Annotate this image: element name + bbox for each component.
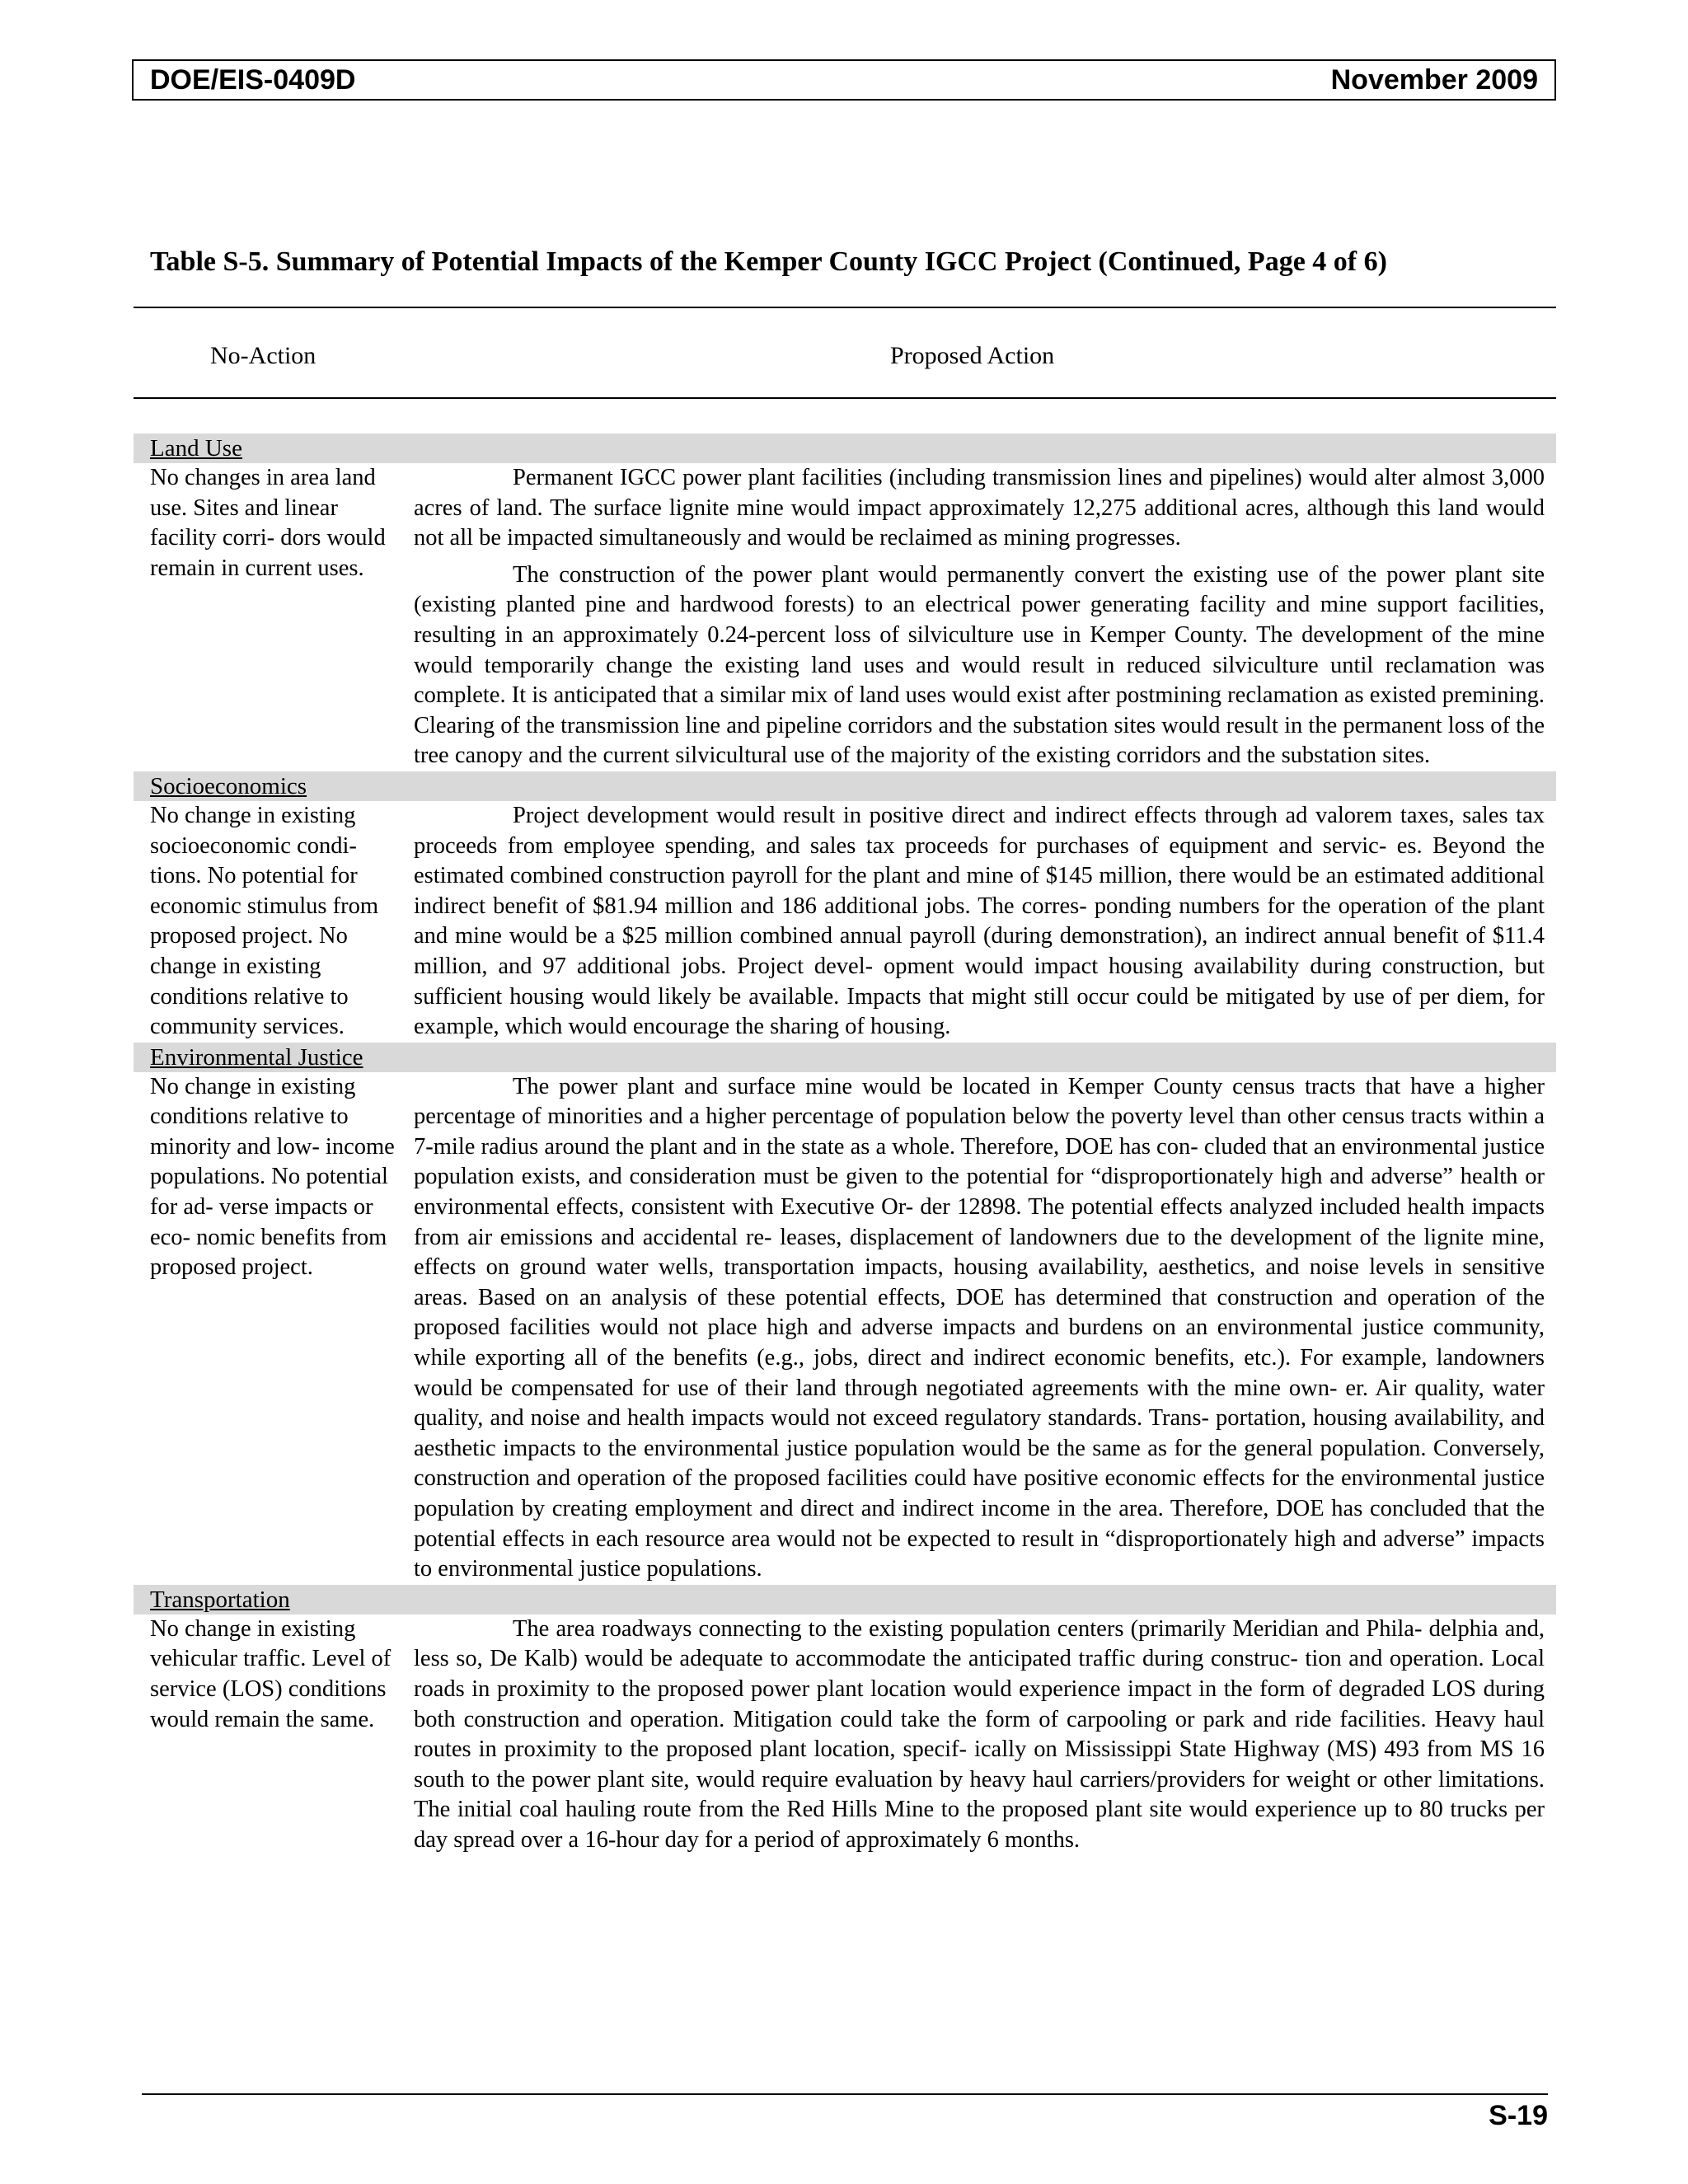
proposed-action-text <box>414 1615 1545 1856</box>
section-title: Transportation <box>150 1586 290 1613</box>
proposed-action-text <box>414 463 1545 771</box>
section-body <box>134 1072 1556 1585</box>
table-title: Table S-5. Summary of Potential Impacts of the Kemper County IGCC Project (Continued, Page 4 of 6) <box>150 246 1387 277</box>
section-body <box>134 463 1556 771</box>
section-title: Land Use <box>150 435 242 462</box>
section-heading <box>134 771 1556 801</box>
footer-rule <box>142 2093 1548 2095</box>
paragraph: The power plant and surface mine would be located in Kemper County census tracts that have a higher percentage of minorities and a higher percentage of population below the poverty level than other census tracts within a 7-mile radius around the plant and in the state as a whole. Therefore, DOE has con- cluded that an environmental justice population exists, and consideration must be given to the potential for “disproportionately high and adverse” health or environmental effects, consistent with Executive Or- der 12898. The potential effects analyzed included health impacts from air emissions and accidental re- leases, displacement of landowners due to the development of the lignite mine, effects on ground water wells, transportation impacts, housing availability, aesthetics, and noise levels in sensitive areas. Based on an analysis of these potential effects, DOE has determined that construction and operation of the proposed facilities would not place high and adverse impacts and burdens on an environmental justice community, while exporting all of the benefits (e.g., jobs, direct and indirect economic benefits, etc.). For example, landowners would be compensated for use of their land through negotiated agreements with the mine own- er. Air quality, water quality, and noise and health impacts would not exceed regulatory standards. Trans- portation, housing availability, and aesthetic impacts to the environmental justice population would be the same as for the general population. Conversely, construction and operation of the proposed facilities could have positive economic effects for the environmental justice population by creating employment and direct and indirect income in the area. Therefore, DOE has concluded that the potential effects in each resource area would not be expected to result in “disproportionately high and adverse” impacts to environmental justice populations. <box>414 1073 1545 1582</box>
impact-table-body <box>134 434 1556 1856</box>
section-land-use <box>134 434 1556 771</box>
paragraph: Permanent IGCC power plant facilities (including transmission lines and pipelines) would alter almost 3,000 acres of land. The surface lignite mine would impact approximately 12,275 additional acres, although this land would not all be impacted simultaneously and would be reclaimed as mining progresses. <box>414 465 1545 551</box>
section-body <box>134 1615 1556 1856</box>
section-socioeconomics <box>134 771 1556 1043</box>
no-action-text: No change in existing conditions relative to minority and low- income populations. No potential for ad- verse impacts or eco- nomic benefits from proposed project. <box>150 1073 395 1281</box>
paragraph: Project development would result in positive direct and indirect effects through ad valorem taxes, sales tax proceeds from employee spending, and sales tax proceeds for purchases of equipment and servic- es. Beyond the estimated combined construction payroll for the plant and mine of $145 million, there would be an estimated additional indirect benefit of $81.94 million and 186 additional jobs. The corres- ponding numbers for the operation of the plant and mine would be a $25 million combined annual payroll (during demonstration), an indirect annual benefit of $11.4 million, and 97 additional jobs. Project devel- opment would impact housing availability during construction, but sufficient housing would likely be available. Impacts that might still occur could be mitigated by use of per diem, for example, which would encourage the sharing of housing. <box>414 802 1545 1040</box>
section-heading <box>134 1585 1556 1615</box>
proposed-action-text <box>414 801 1545 1043</box>
proposed-action-text <box>414 1072 1545 1585</box>
section-heading <box>134 1043 1556 1072</box>
table-header-rule <box>134 397 1556 399</box>
no-action-text: No changes in area land use. Sites and linear facility corri- dors would remain in current uses. <box>150 465 386 581</box>
section-heading <box>134 434 1556 463</box>
section-environmental-justice <box>134 1043 1556 1585</box>
paragraph: The area roadways connecting to the existing population centers (primarily Meridian and Phila- delphia and, less so, De Kalb) would be adequate to accommodate the anticipated traffic during construc- tion and operation. Local roads in proximity to the proposed power plant location would experience impact in the form of degraded LOS during both construction and operation. Mitigation could take the form of carpooling or park and ride facilities. Heavy haul routes in proximity to the proposed plant location, specif- ically on Mississippi State Highway (MS) 493 from MS 16 south to the power plant site, would require evaluation by heavy haul carriers/providers for weight or other limitations. The initial coal hauling route from the Red Hills Mine to the proposed plant site would experience up to 80 trucks per day spread over a 16-hour day for a period of approximately 6 months. <box>414 1615 1545 1853</box>
paragraph: The construction of the power plant would permanently convert the existing use of the power plant site (existing planted pine and hardwood forests) to an electrical power generating facility and mine support facilities, resulting in an approximately 0.24-percent loss of silviculture use in Kemper County. The development of the mine would temporarily change the existing land uses and would result in reduced silviculture until reclamation was complete. It is anticipated that a similar mix of land uses would exist after postmining reclamation as existed premining. Clearing of the transmission line and pipeline corridors and the substation sites would result in the permanent loss of the tree canopy and the current silvicultural use of the majority of the existing corridors and the substation sites. <box>414 561 1545 769</box>
column-header-proposed-action: Proposed Action <box>890 342 1055 369</box>
section-title: Environmental Justice <box>150 1043 363 1071</box>
document-id: DOE/EIS-0409D <box>150 63 356 96</box>
no-action-text: No change in existing vehicular traffic. Level of service (LOS) conditions would remain the same. <box>150 1615 392 1732</box>
section-body <box>134 801 1556 1043</box>
page-number: S-19 <box>1489 2100 1548 2131</box>
no-action-text: No change in existing socioeconomic condi- tions. No potential for economic stimulus from proposed project. No change in existing conditions relative to community services. <box>150 802 379 1040</box>
column-header-no-action: No-Action <box>210 342 316 369</box>
table-top-rule <box>134 307 1556 308</box>
section-transportation <box>134 1585 1556 1856</box>
page-header <box>132 59 1556 101</box>
section-title: Socioeconomics <box>150 772 307 799</box>
document-date: November 2009 <box>1330 63 1538 96</box>
